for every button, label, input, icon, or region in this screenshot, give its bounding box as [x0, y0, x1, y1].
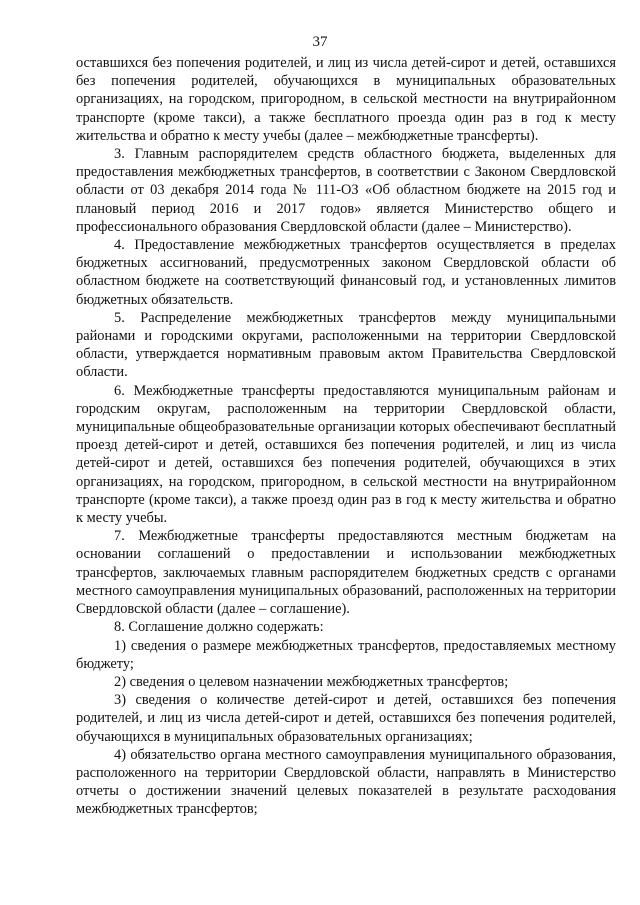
list-item-3: 3) сведения о количестве детей-сирот и детей, оставшихся без попечения родителей, и лиц из числа детей-сирот и детей, оставшихся без попечения родителей, обучающихся в муниципальных образовательных организациях;	[76, 692, 616, 745]
paragraph-7-agreements: 7. Межбюджетные трансферты предоставляются местным бюджетам на основании соглашений о предоставлении и использовании межбюджетных трансфертов, заключаемых главным распорядителем бюджетных средств с органами местного самоуправления муниципальных образований, расположенных на территории Свердловской области (далее – соглашение).	[76, 528, 616, 618]
list-item-4: 4) обязательство органа местного самоуправления муниципального образования, расположенного на территории Свердловской области, направлять в Министерство отчеты о достижении значений целевых показателей в результате расходования межбюджетных трансфертов;	[76, 746, 616, 818]
paragraph-5-distribution: 5. Распределение межбюджетных трансфертов между муниципальными районами и городскими округами, расположенными на территории Свердловской области, утверждается нормативным правовым актом Правительства Свердловской области.	[76, 309, 616, 381]
paragraph-continuation: оставшихся без попечения родителей, и лиц из числа детей-сирот и детей, оставшихся без попечения родителей, обучающихся в муниципальных образовательных организациях, на городском, пригородном, в сельской местности на внутрирайонном транспорте (кроме такси), а также бесплатного проезда один раз в год к месту жительства и обратно к месту учебы (далее – межбюджетные трансферты).	[76, 55, 616, 144]
document-body	[76, 54, 616, 819]
list-item-1: 1) сведения о размере межбюджетных трансфертов, предоставляемых местному бюджету;	[76, 637, 616, 672]
paragraph-8-agreement-contents: 8. Соглашение должно содержать:	[114, 619, 324, 636]
paragraph-4-budget-limits: 4. Предоставление межбюджетных трансфертов осуществляется в пределах бюджетных ассигнований, предусмотренных законом Свердловской области об областном бюджете на соответствующий финансовый год, и установленных лимитов бюджетных обязательств.	[76, 237, 616, 308]
list-item-2: 2) сведения о целевом назначении межбюджетных трансфертов;	[114, 673, 509, 690]
page-number: 37	[312, 34, 328, 50]
paragraph-6-recipients: 6. Межбюджетные трансферты предоставляются муниципальным районам и городским округам, расположенным на территории Свердловской области, муниципальные общеобразовательные организации которых обеспечивают бесплатный проезд детей-сирот и детей, оставшихся без попечения родителей, и лиц из числа детей-сирот и детей, оставшихся без попечения родителей, обучающихся в этих организациях, на городском, пригородном, в сельской местности на внутрирайонном транспорте (кроме такси), а также проезд один раз в год к месту жительства и обратно к месту учебы.	[76, 382, 616, 527]
paragraph-3-chief-administrator: 3. Главным распорядителем средств областного бюджета, выделенных для предоставления межбюджетных трансфертов, в соответствии с Законом Свердловской области от 03 декабря 2014 года № 111-ОЗ «Об областном бюджете на 2015 год и плановый период 2016 и 2017 годов» является Министерство общего и профессионального образования Свердловской области (далее – Министерство).	[76, 146, 616, 235]
